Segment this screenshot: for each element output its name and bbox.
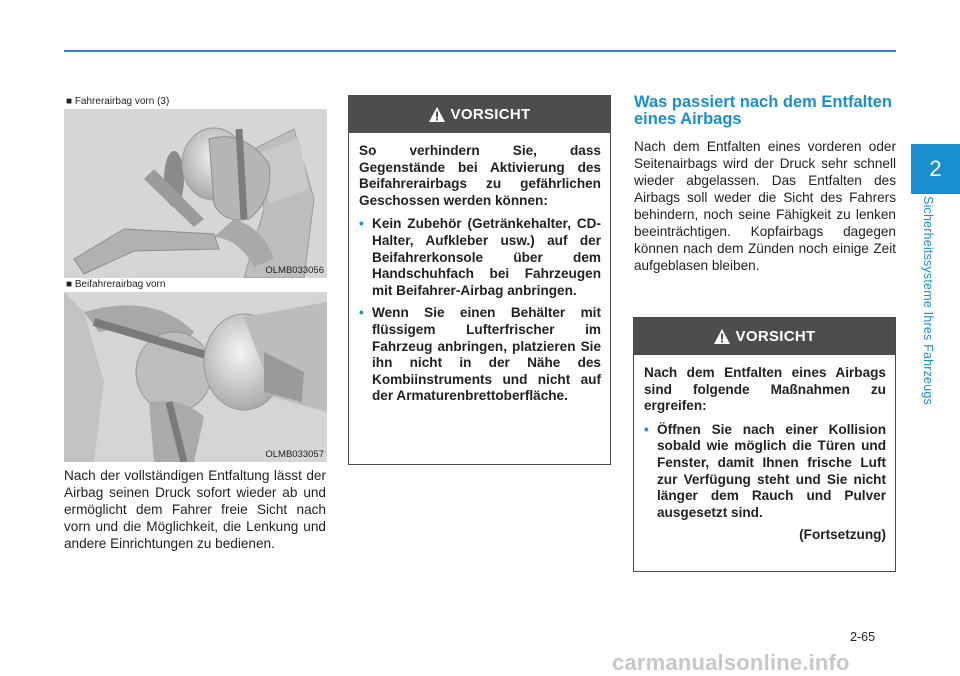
bullet-icon: • xyxy=(359,305,364,321)
caution-box-objects xyxy=(348,95,611,465)
caution-1-header xyxy=(349,96,610,133)
caution-1-list xyxy=(359,216,601,405)
figure-1-caption: ■ Fahrerairbag vorn (3) xyxy=(66,96,170,107)
caution-2-title: VORSICHT xyxy=(735,328,816,345)
figure-1-code: OLMB033056 xyxy=(265,265,324,276)
figure-driver-airbag xyxy=(64,109,327,278)
section-body: Nach dem Entfalten eines vorderen oder Seitenairbags wird der Druck sehr schnell wieder abgelassen. Das Entfalten des Airbags soll weder die Sicht des Fahrers behindern, noch seine Fähigkeit zu lenken beeinträchtigen. Kopfairbags dagegen können nach dem Zünden noch einige Zeit aufgeblasen bleiben. xyxy=(634,139,896,273)
chapter-number: 2 xyxy=(929,156,942,181)
deflation-paragraph: Nach der vollständigen Entfaltung lässt der Airbag seinen Druck sofort wieder ab und ermöglicht dem Fahrer freie Sicht nach vorn und die Möglichkeit, die Lenkung und andere Einrichtungen zu bedienen. xyxy=(64,468,326,551)
caution-2-list xyxy=(644,422,886,522)
header-rule xyxy=(64,50,896,52)
bullet-icon: • xyxy=(644,421,649,437)
list-item: • Öffnen Sie nach einer Kollision sobald wie möglich die Türen und Fenster, damit Ihnen frische Luft zur Verfügung steht und Sie nicht länger dem Rauch und Pulver ausgesetzt sind. xyxy=(644,421,886,520)
list-item: • Wenn Sie einen Behälter mit flüssigem Lufterfrischer im Fahrzeug anbringen, platzieren Sie ihn nicht in der Nähe des Kombiinstruments und nicht auf der Armaturenbrettoberfläche. xyxy=(359,305,601,404)
chapter-side-label xyxy=(921,196,941,436)
warning-triangle-icon xyxy=(429,107,445,122)
bullet-icon: • xyxy=(359,216,364,232)
caution-box-after-deployment xyxy=(633,317,896,572)
warning-triangle-icon xyxy=(714,329,730,344)
continued-label: (Fortsetzung) xyxy=(799,527,886,543)
caution-2-header xyxy=(634,318,895,355)
caution-1-title: VORSICHT xyxy=(450,106,531,123)
chapter-tab xyxy=(911,144,960,194)
list-item: • Kein Zubehör (Getränkehalter, CD-Halter, Aufkleber usw.) auf der Beifahrerkonsole über dem Handschuhfach bei Fahrzeugen mit Beifahrer-Airbag anbringen. xyxy=(359,216,601,298)
chapter-title: Sicherheitssysteme Ihres Fahrzeugs xyxy=(921,196,935,405)
figure-2-caption: ■ Beifahrerairbag vorn xyxy=(66,279,166,290)
figure-passenger-airbag xyxy=(64,292,327,462)
page-number: 2-65 xyxy=(850,630,876,644)
driver-airbag-illustration xyxy=(64,109,327,278)
section-title: Was passiert nach dem Entfalten eines Airbags xyxy=(634,93,892,128)
caution-2-intro: Nach dem Entfalten eines Airbags sind folgende Maßnahmen zu ergreifen: xyxy=(644,365,886,414)
passenger-airbag-illustration xyxy=(64,292,327,462)
watermark: carmanualsonline.info xyxy=(612,650,850,675)
figure-2-code: OLMB033057 xyxy=(265,449,324,460)
caution-1-intro: So verhindern Sie, dass Gegenstände bei Aktivierung des Beifahrerairbags zu gefährlichen Geschossen werden können: xyxy=(359,143,601,208)
